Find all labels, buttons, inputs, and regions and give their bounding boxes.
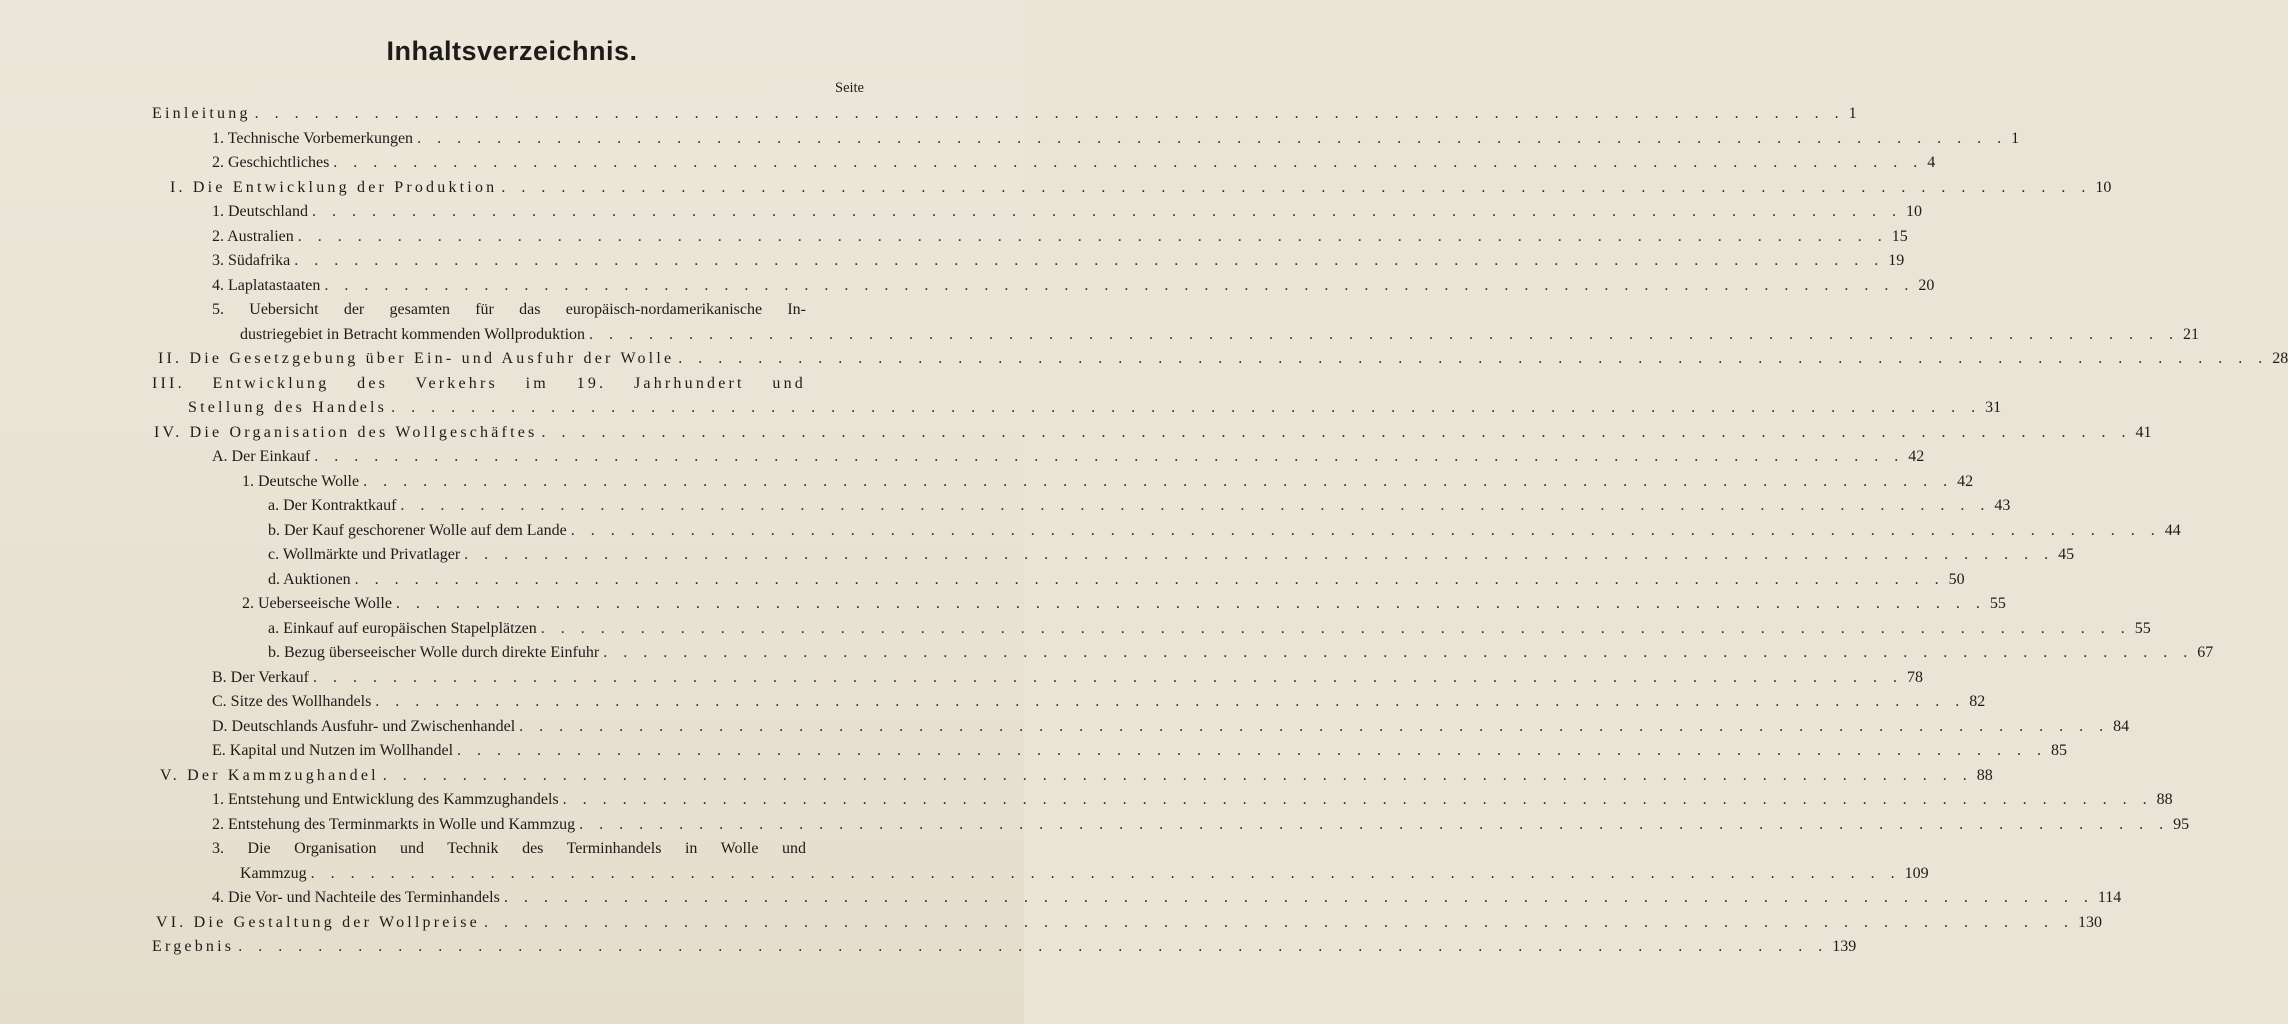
toc-entry	[152, 176, 2112, 201]
toc-entry-label: IV. Die Organisation des Wollgeschäftes	[154, 423, 538, 441]
leader-dots: . . . . . . . . . . . . . . . . . . . . . . . . . . . . . . . . . . . . . . . . . . . . . . . . . . . . . . . . . . . . . . . . . . . . . . . . . . . . . . . .	[254, 105, 1845, 122]
toc-entry-label: c. Wollmärkte und Privatlager	[268, 546, 461, 563]
toc-entry-label: 3. Die Organisation und Technik des Terminhandels in Wolle und	[212, 840, 806, 857]
toc-entry	[152, 813, 2190, 838]
toc-entry-label: 5. Uebersicht der gesamten für das europäisch-nordamerikanische In-	[212, 301, 806, 318]
leader-dots: . . . . . . . . . . . . . . . . . . . . . . . . . . . . . . . . . . . . . . . . . . . . . . . . . . . . . . . . . . . . . . . . . . . . . . . . . . . . . . . .	[678, 350, 2269, 367]
toc-entry	[152, 494, 2011, 519]
toc-entry-label: 1. Deutschland	[212, 203, 308, 220]
leader-dots: . . . . . . . . . . . . . . . . . . . . . . . . . . . . . . . . . . . . . . . . . . . . . . . . . . . . . . . . . . . . . . . . . . . . . . . . . . . . . . . .	[464, 546, 2055, 563]
toc-entry-label: 1. Technische Vorbemerkungen	[212, 129, 414, 147]
toc-entry-label: 4. Laplatastaaten	[212, 276, 321, 294]
leader-dots: . . . . . . . . . . . . . . . . . . . . . . . . . . . . . . . . . . . . . . . . . . . . . . . . . . . . . . . . . . . . . . . . . . . . . . . . . . . . . . . .	[603, 644, 2194, 661]
toc-entry-label: 2. Australien	[212, 227, 294, 245]
toc-entry-page: 44	[2164, 521, 2181, 539]
toc-entry-page: 109	[1904, 864, 1929, 882]
toc-entry	[152, 445, 1925, 470]
toc-entry-label: 1. Entstehung und Entwicklung des Kammzughandels	[212, 791, 559, 808]
leader-dots: . . . . . . . . . . . . . . . . . . . . . . . . . . . . . . . . . . . . . . . . . . . . . . . . . . . . . . . . . . . . . . . . . . . . . . . . . . . . . . . .	[311, 203, 1902, 220]
leader-dots: . . . . . . . . . . . . . . . . . . . . . . . . . . . . . . . . . . . . . . . . . . . . . . . . . . . . . . . . . . . . . . . . . . . . . . . . . . . . . . . .	[400, 497, 1991, 514]
leader-dots: . . . . . . . . . . . . . . . . . . . . . . . . . . . . . . . . . . . . . . . . . . . . . . . . . . . . . . . . . . . . . . . . . . . . . . . . . . . . . . . .	[314, 448, 1905, 465]
leader-dots: . . . . . . . . . . . . . . . . . . . . . . . . . . . . . . . . . . . . . . . . . . . . . . . . . . . . . . . . . . . . . . . . . . . . . . . . . . . . . . . .	[562, 791, 2153, 808]
toc-entry-page: 43	[1994, 497, 2011, 514]
toc-entry-page: 21	[2183, 325, 2200, 343]
toc-entry-label: b. Der Kauf geschorener Wolle auf dem Lande	[268, 521, 567, 539]
leader-dots: . . . . . . . . . . . . . . . . . . . . . . . . . . . . . . . . . . . . . . . . . . . . . . . . . . . . . . . . . . . . . . . . . . . . . . . . . . . . . . . .	[363, 472, 1954, 490]
toc-entry-label: b. Bezug überseeischer Wolle durch direkte Einfuhr	[268, 644, 600, 661]
toc-entry	[152, 666, 1924, 691]
leader-dots: . . . . . . . . . . . . . . . . . . . . . . . . . . . . . . . . . . . . . . . . . . . . . . . . . . . . . . . . . . . . . . . . . . . . . . . . . . . . . . . .	[457, 742, 2048, 759]
leader-dots: . . . . . . . . . . . . . . . . . . . . . . . . . . . . . . . . . . . . . . . . . . . . . . . . . . . . . . . . . . . . . . . . . . . . . . . . . . . . . . . .	[519, 717, 2110, 735]
toc-entry-label: a. Der Kontraktkauf	[268, 497, 397, 514]
toc-entry-page: 139	[1832, 938, 1857, 955]
toc-entry-page: 78	[1907, 668, 1924, 686]
leader-dots: . . . . . . . . . . . . . . . . . . . . . . . . . . . . . . . . . . . . . . . . . . . . . . . . . . . . . . . . . . . . . . . . . . . . . . . . . . . . . . . .	[570, 521, 2161, 539]
leader-dots: . . . . . . . . . . . . . . . . . . . . . . . . . . . . . . . . . . . . . . . . . . . . . . . . . . . . . . . . . . . . . . . . . . . . . . . . . . . . . . . .	[333, 154, 1924, 171]
leader-dots: . . . . . . . . . . . . . . . . . . . . . . . . . . . . . . . . . . . . . . . . . . . . . . . . . . . . . . . . . . . . . . . . . . . . . . . . . . . . . . . .	[579, 815, 2170, 833]
toc-entry-page: 84	[2113, 717, 2130, 735]
table-of-contents	[152, 102, 2288, 960]
toc-entry-label: VI. Die Gestaltung der Wollpreise	[156, 913, 480, 931]
toc-entry-label: I. Die Entwicklung der Produktion	[170, 178, 498, 196]
toc-entry-label: 3. Südafrika	[212, 252, 291, 269]
toc-entry	[152, 690, 1986, 715]
toc-entry-page: 67	[2197, 644, 2214, 661]
toc-entry-page: 4	[1927, 154, 1936, 171]
leader-dots: . . . . . . . . . . . . . . . . . . . . . . . . . . . . . . . . . . . . . . . . . . . . . . . . . . . . . . . . . . . . . . . . . . . . . . . . . . . . . . . .	[391, 399, 1982, 416]
toc-entry-page: 28	[2272, 350, 2288, 367]
toc-entry-label: III. Entwicklung des Verkehrs im 19. Jahrhundert und	[152, 374, 806, 392]
leader-dots: . . . . . . . . . . . . . . . . . . . . . . . . . . . . . . . . . . . . . . . . . . . . . . . . . . . . . . . . . . . . . . . . . . . . . . . . . . . . . . . .	[541, 423, 2132, 441]
leader-dots: . . . . . . . . . . . . . . . . . . . . . . . . . . . . . . . . . . . . . . . . . . . . . . . . . . . . . . . . . . . . . . . . . . . . . . . . . . . . . . . .	[375, 693, 1966, 710]
toc-entry	[152, 788, 2173, 813]
toc-entry-label: a. Einkauf auf europäischen Stapelplätzen	[268, 619, 537, 637]
toc-entry	[152, 715, 2130, 740]
leader-dots: . . . . . . . . . . . . . . . . . . . . . . . . . . . . . . . . . . . . . . . . . . . . . . . . . . . . . . . . . . . . . . . . . . . . . . . . . . . . . . . .	[589, 325, 2180, 343]
toc-entry-page: 42	[1957, 472, 1974, 490]
toc-entry-page: 82	[1969, 693, 1986, 710]
toc-entry	[152, 568, 1965, 593]
toc-entry-label: 1. Deutsche Wolle	[242, 472, 360, 490]
toc-entry-page: 130	[2077, 913, 2102, 931]
toc-entry	[152, 200, 1922, 225]
page-title: Inhaltsverzeichnis.	[386, 36, 638, 66]
leader-dots: . . . . . . . . . . . . . . . . . . . . . . . . . . . . . . . . . . . . . . . . . . . . . . . . . . . . . . . . . . . . . . . . . . . . . . . . . . . . . . . .	[540, 619, 2131, 637]
toc-entry-page: 10	[2095, 178, 2112, 196]
toc-entry	[152, 225, 1908, 250]
toc-entry	[152, 911, 2102, 936]
toc-entry-page: 50	[1948, 570, 1965, 588]
toc-entry	[152, 543, 2075, 568]
toc-entry	[152, 764, 1993, 789]
toc-entry	[152, 249, 1905, 274]
toc-entry	[152, 739, 2068, 764]
leader-dots: . . . . . . . . . . . . . . . . . . . . . . . . . . . . . . . . . . . . . . . . . . . . . . . . . . . . . . . . . . . . . . . . . . . . . . . . . . . . . . . .	[501, 178, 2092, 196]
toc-entry	[152, 274, 1935, 299]
toc-entry-page: 1	[2011, 129, 2020, 147]
toc-entry-label: 2. Ueberseeische Wolle	[242, 595, 392, 612]
toc-entry	[152, 837, 1929, 886]
leader-dots: . . . . . . . . . . . . . . . . . . . . . . . . . . . . . . . . . . . . . . . . . . . . . . . . . . . . . . . . . . . . . . . . . . . . . . . . . . . . . . . .	[297, 227, 1888, 245]
toc-entry-label: Kammzug	[240, 864, 307, 882]
toc-entry	[152, 935, 1857, 960]
toc-entry-page: 42	[1908, 448, 1925, 465]
toc-entry-label: 4. Die Vor- und Nachteile des Terminhandels	[212, 889, 500, 906]
toc-entry	[152, 347, 2288, 372]
toc-entry-label: E. Kapital und Nutzen im Wollhandel	[212, 742, 454, 759]
toc-entry-page: 31	[1985, 399, 2002, 416]
toc-entry-label: B. Der Verkauf	[212, 668, 310, 686]
toc-entry	[152, 298, 2200, 347]
toc-entry-page: 19	[1888, 252, 1905, 269]
toc-entry-label: Einleitung	[152, 105, 251, 122]
toc-entry-page: 55	[2134, 619, 2151, 637]
toc-entry	[152, 641, 2214, 666]
leader-dots: . . . . . . . . . . . . . . . . . . . . . . . . . . . . . . . . . . . . . . . . . . . . . . . . . . . . . . . . . . . . . . . . . . . . . . . . . . . . . . . .	[310, 864, 1901, 882]
toc-entry-label: Stellung des Handels	[188, 399, 388, 416]
toc-entry	[152, 102, 1857, 127]
toc-entry	[152, 127, 2020, 152]
toc-entry	[152, 617, 2151, 642]
toc-entry-page: 95	[2173, 815, 2190, 833]
toc-entry-page: 10	[1905, 203, 1922, 220]
toc-entry-label: 2. Entstehung des Terminmarkts in Wolle und Kammzug	[212, 815, 576, 833]
toc-entry-page: 20	[1918, 276, 1935, 294]
toc-entry-page: 41	[2135, 423, 2152, 441]
toc-entry-page: 114	[2097, 889, 2122, 906]
toc-entry	[152, 470, 1974, 495]
toc-entry-page: 45	[2058, 546, 2075, 563]
toc-entry-label: dustriegebiet in Betracht kommenden Wollproduktion	[240, 325, 586, 343]
toc-entry-page: 1	[1848, 105, 1857, 122]
toc-entry	[152, 421, 2152, 446]
leader-dots: . . . . . . . . . . . . . . . . . . . . . . . . . . . . . . . . . . . . . . . . . . . . . . . . . . . . . . . . . . . . . . . . . . . . . . . . . . . . . . . .	[238, 938, 1829, 955]
leader-dots: . . . . . . . . . . . . . . . . . . . . . . . . . . . . . . . . . . . . . . . . . . . . . . . . . . . . . . . . . . . . . . . . . . . . . . . . . . . . . . . .	[395, 595, 1986, 612]
toc-entry	[152, 592, 2006, 617]
toc-entry-page: 55	[1989, 595, 2006, 612]
leader-dots: . . . . . . . . . . . . . . . . . . . . . . . . . . . . . . . . . . . . . . . . . . . . . . . . . . . . . . . . . . . . . . . . . . . . . . . . . . . . . . . .	[483, 913, 2074, 931]
leader-dots: . . . . . . . . . . . . . . . . . . . . . . . . . . . . . . . . . . . . . . . . . . . . . . . . . . . . . . . . . . . . . . . . . . . . . . . . . . . . . . . .	[503, 889, 2094, 906]
toc-entry	[152, 519, 2181, 544]
leader-dots: . . . . . . . . . . . . . . . . . . . . . . . . . . . . . . . . . . . . . . . . . . . . . . . . . . . . . . . . . . . . . . . . . . . . . . . . . . . . . . . .	[324, 276, 1915, 294]
toc-entry	[152, 372, 2002, 421]
toc-entry-label: II. Die Gesetzgebung über Ein- und Ausfuhr der Wolle	[158, 350, 675, 367]
toc-entry-page: 85	[2051, 742, 2068, 759]
leader-dots: . . . . . . . . . . . . . . . . . . . . . . . . . . . . . . . . . . . . . . . . . . . . . . . . . . . . . . . . . . . . . . . . . . . . . . . . . . . . . . . .	[313, 668, 1904, 686]
toc-entry-label: Ergebnis	[152, 938, 235, 955]
page-column-header: Seite	[835, 80, 864, 96]
toc-entry-label: C. Sitze des Wollhandels	[212, 693, 372, 710]
toc-entry-label: A. Der Einkauf	[212, 448, 311, 465]
toc-entry-page: 15	[1891, 227, 1908, 245]
toc-entry	[152, 886, 2122, 911]
toc-entry-page: 88	[2156, 791, 2173, 808]
toc-entry	[152, 151, 1936, 176]
leader-dots: . . . . . . . . . . . . . . . . . . . . . . . . . . . . . . . . . . . . . . . . . . . . . . . . . . . . . . . . . . . . . . . . . . . . . . . . . . . . . . . .	[382, 766, 1973, 784]
toc-entry-label: 2. Geschichtliches	[212, 154, 330, 171]
toc-entry-label: V. Der Kammzughandel	[160, 766, 379, 784]
toc-entry-label: d. Auktionen	[268, 570, 351, 588]
leader-dots: . . . . . . . . . . . . . . . . . . . . . . . . . . . . . . . . . . . . . . . . . . . . . . . . . . . . . . . . . . . . . . . . . . . . . . . . . . . . . . . .	[294, 252, 1885, 269]
toc-entry-label: D. Deutschlands Ausfuhr- und Zwischenhandel	[212, 717, 516, 735]
leader-dots: . . . . . . . . . . . . . . . . . . . . . . . . . . . . . . . . . . . . . . . . . . . . . . . . . . . . . . . . . . . . . . . . . . . . . . . . . . . . . . . .	[417, 129, 2008, 147]
toc-entry-page: 88	[1976, 766, 1993, 784]
leader-dots: . . . . . . . . . . . . . . . . . . . . . . . . . . . . . . . . . . . . . . . . . . . . . . . . . . . . . . . . . . . . . . . . . . . . . . . . . . . . . . . .	[354, 570, 1945, 588]
